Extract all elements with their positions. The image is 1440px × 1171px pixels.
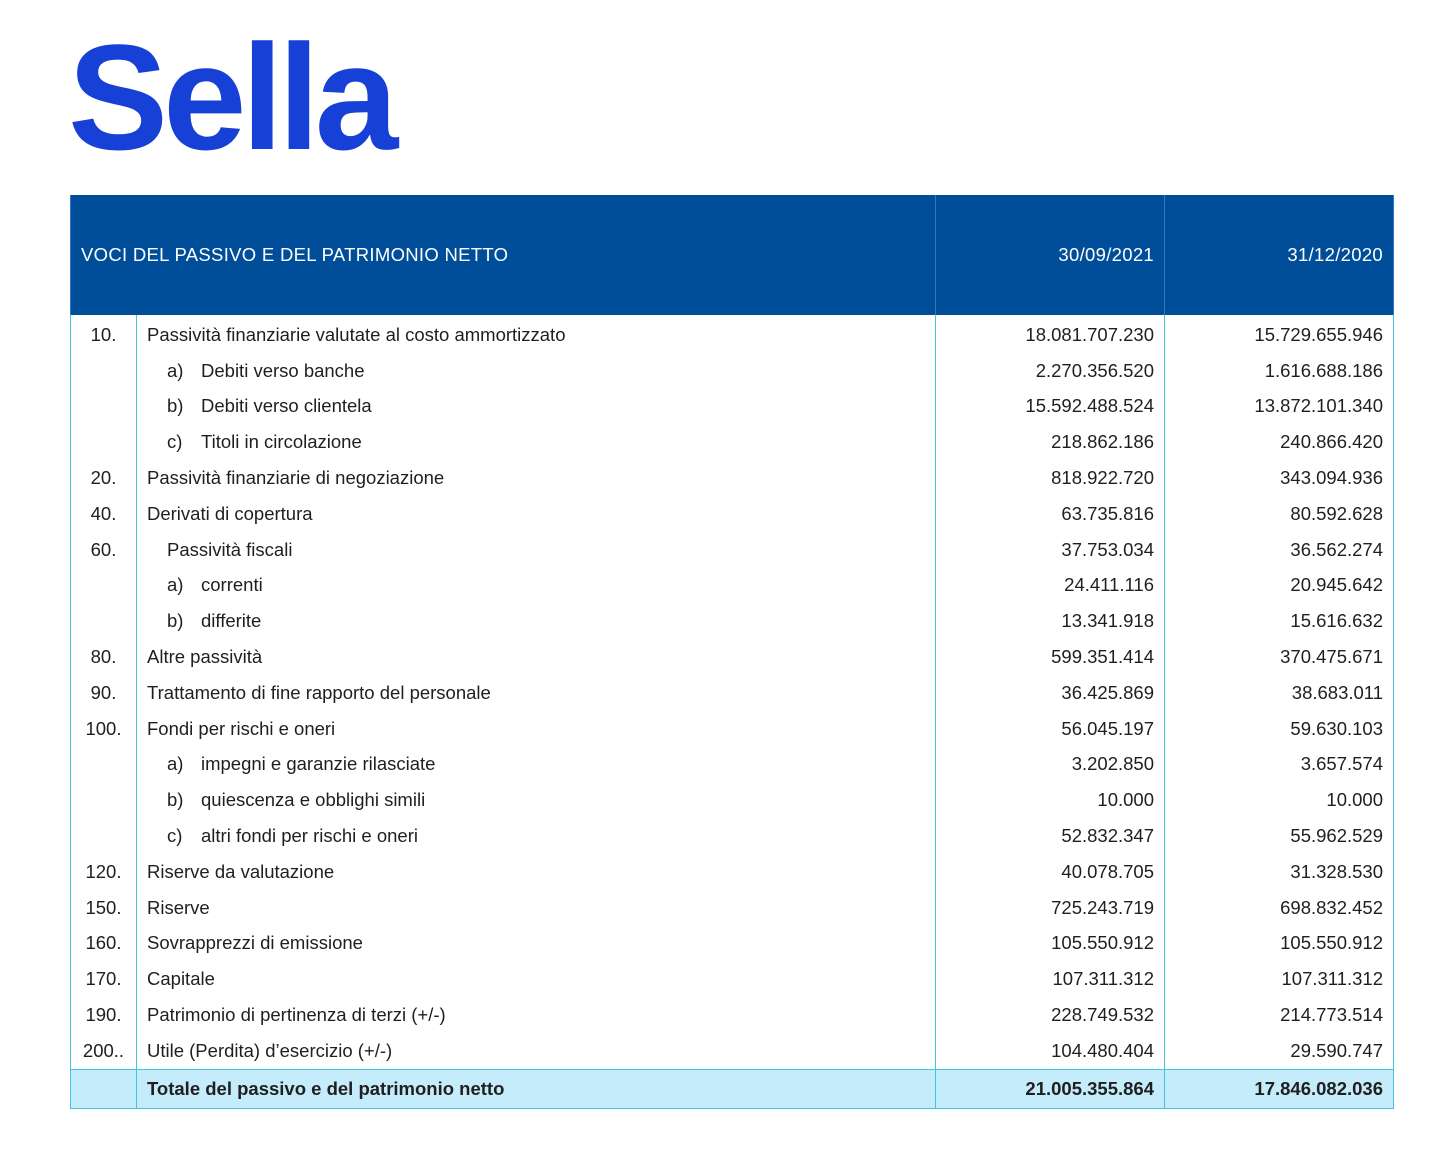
row-label: Utile (Perdita) d’esercizio (+/-) (147, 1039, 393, 1061)
table-row (71, 854, 1394, 890)
value-2021: 52.832.347 (936, 818, 1165, 854)
value-2021: 13.341.918 (936, 603, 1165, 639)
row-number (71, 747, 137, 783)
value-2020: 20.945.642 (1165, 568, 1394, 604)
table-row (71, 926, 1394, 962)
row-number (71, 603, 137, 639)
value-2020: 698.832.452 (1165, 890, 1394, 926)
value-2020: 1.616.688.186 (1165, 353, 1394, 389)
table-row (71, 568, 1394, 604)
value-2020: 80.592.628 (1165, 496, 1394, 532)
value-2021: 228.749.532 (936, 997, 1165, 1033)
row-description (137, 424, 936, 460)
row-label: Passività fiscali (167, 538, 293, 560)
value-2020: 107.311.312 (1165, 961, 1394, 997)
row-letter: c) (167, 825, 183, 847)
value-2020: 15.616.632 (1165, 603, 1394, 639)
total-label: Totale del passivo e del patrimonio netto (137, 1069, 936, 1108)
value-2021: 599.351.414 (936, 639, 1165, 675)
table-body (71, 315, 1394, 1069)
row-letter: a) (167, 753, 184, 775)
header-col-2020: 31/12/2020 (1165, 195, 1394, 315)
row-description (137, 1033, 936, 1069)
row-label: Derivati di copertura (147, 502, 313, 524)
value-2020: 59.630.103 (1165, 711, 1394, 747)
table-row (71, 460, 1394, 496)
row-label: altri fondi per rischi e oneri (201, 825, 418, 847)
value-2020: 38.683.011 (1165, 675, 1394, 711)
row-label: Capitale (147, 968, 215, 990)
row-number: 100. (71, 711, 137, 747)
value-2021: 36.425.869 (936, 675, 1165, 711)
table-row (71, 675, 1394, 711)
row-label: Trattamento di fine rapporto del personale (147, 681, 491, 703)
table-row (71, 532, 1394, 568)
value-2020: 55.962.529 (1165, 818, 1394, 854)
table-row (71, 961, 1394, 997)
row-label: Sovrapprezzi di emissione (147, 932, 363, 954)
row-description (137, 961, 936, 997)
table-row (71, 639, 1394, 675)
value-2020: 240.866.420 (1165, 424, 1394, 460)
table-row (71, 315, 1394, 353)
table-row (71, 424, 1394, 460)
table-row (71, 711, 1394, 747)
row-label: impegni e garanzie rilasciate (201, 753, 436, 775)
row-description (137, 926, 936, 962)
table-row (71, 782, 1394, 818)
value-2020: 3.657.574 (1165, 747, 1394, 783)
row-description (137, 711, 936, 747)
row-label: Titoli in circolazione (201, 431, 362, 453)
table-row (71, 1033, 1394, 1069)
row-description (137, 532, 936, 568)
row-description (137, 747, 936, 783)
row-description (137, 639, 936, 675)
value-2020: 105.550.912 (1165, 926, 1394, 962)
row-letter: c) (167, 431, 183, 453)
row-letter: b) (167, 395, 184, 417)
row-number: 120. (71, 854, 137, 890)
row-number (71, 424, 137, 460)
row-number: 40. (71, 496, 137, 532)
row-label: differite (201, 610, 262, 632)
row-description (137, 854, 936, 890)
value-2020: 214.773.514 (1165, 997, 1394, 1033)
value-2021: 818.922.720 (936, 460, 1165, 496)
table-row (71, 747, 1394, 783)
row-label: Passività finanziarie di negoziazione (147, 467, 445, 489)
row-label: Debiti verso banche (201, 359, 365, 381)
row-number: 200.. (71, 1033, 137, 1069)
value-2021: 24.411.116 (936, 568, 1165, 604)
header-title: VOCI DEL PASSIVO E DEL PATRIMONIO NETTO (71, 195, 936, 315)
balance-sheet-table (70, 195, 1394, 1109)
row-number: 20. (71, 460, 137, 496)
total-row (71, 1069, 1394, 1108)
row-number: 150. (71, 890, 137, 926)
value-2020: 36.562.274 (1165, 532, 1394, 568)
sella-logo: Sella (68, 13, 394, 181)
row-number (71, 818, 137, 854)
row-description (137, 568, 936, 604)
row-number: 160. (71, 926, 137, 962)
total-num (71, 1069, 137, 1108)
value-2021: 18.081.707.230 (936, 315, 1165, 353)
value-2021: 56.045.197 (936, 711, 1165, 747)
value-2021: 40.078.705 (936, 854, 1165, 890)
value-2020: 31.328.530 (1165, 854, 1394, 890)
value-2020: 10.000 (1165, 782, 1394, 818)
row-number: 10. (71, 315, 137, 353)
row-number: 170. (71, 961, 137, 997)
row-number (71, 568, 137, 604)
value-2020: 15.729.655.946 (1165, 315, 1394, 353)
value-2020: 370.475.671 (1165, 639, 1394, 675)
table-row (71, 496, 1394, 532)
value-2021: 15.592.488.524 (936, 389, 1165, 425)
value-2021: 3.202.850 (936, 747, 1165, 783)
value-2021: 725.243.719 (936, 890, 1165, 926)
table-row (71, 603, 1394, 639)
row-label: Riserve (147, 896, 210, 918)
row-description (137, 782, 936, 818)
value-2020: 13.872.101.340 (1165, 389, 1394, 425)
row-number (71, 353, 137, 389)
row-letter: a) (167, 359, 184, 381)
table-row (71, 353, 1394, 389)
table-footer (71, 1069, 1394, 1108)
row-letter: b) (167, 789, 184, 811)
row-description (137, 389, 936, 425)
table-row (71, 890, 1394, 926)
row-number: 190. (71, 997, 137, 1033)
table-header (71, 195, 1394, 315)
value-2021: 104.480.404 (936, 1033, 1165, 1069)
value-2021: 107.311.312 (936, 961, 1165, 997)
value-2021: 63.735.816 (936, 496, 1165, 532)
row-label: Debiti verso clientela (201, 395, 372, 417)
value-2021: 10.000 (936, 782, 1165, 818)
header-col-2021: 30/09/2021 (936, 195, 1165, 315)
row-description (137, 496, 936, 532)
table-row (71, 997, 1394, 1033)
row-number: 90. (71, 675, 137, 711)
table-row (71, 389, 1394, 425)
value-2021: 105.550.912 (936, 926, 1165, 962)
row-label: correnti (201, 574, 263, 596)
row-label: Patrimonio di pertinenza di terzi (+/-) (147, 1004, 446, 1026)
value-2021: 2.270.356.520 (936, 353, 1165, 389)
row-description (137, 353, 936, 389)
row-description (137, 818, 936, 854)
row-label: Riserve da valutazione (147, 860, 335, 882)
row-description (137, 603, 936, 639)
row-number: 80. (71, 639, 137, 675)
row-letter: b) (167, 610, 184, 632)
row-number (71, 782, 137, 818)
row-description (137, 675, 936, 711)
row-number (71, 389, 137, 425)
row-description (137, 997, 936, 1033)
row-number: 60. (71, 532, 137, 568)
row-letter: a) (167, 574, 184, 596)
row-description (137, 460, 936, 496)
row-label: Fondi per rischi e oneri (147, 717, 336, 739)
row-label: Passività finanziarie valutate al costo ammortizzato (147, 323, 566, 345)
value-2020: 343.094.936 (1165, 460, 1394, 496)
value-2021: 218.862.186 (936, 424, 1165, 460)
row-description (137, 315, 936, 353)
row-description (137, 890, 936, 926)
value-2021: 37.753.034 (936, 532, 1165, 568)
value-2020: 29.590.747 (1165, 1033, 1394, 1069)
total-value-2020: 17.846.082.036 (1165, 1069, 1394, 1108)
row-label: Altre passività (147, 646, 263, 668)
table-row (71, 818, 1394, 854)
total-value-2021: 21.005.355.864 (936, 1069, 1165, 1108)
row-label: quiescenza e obblighi simili (201, 789, 426, 811)
